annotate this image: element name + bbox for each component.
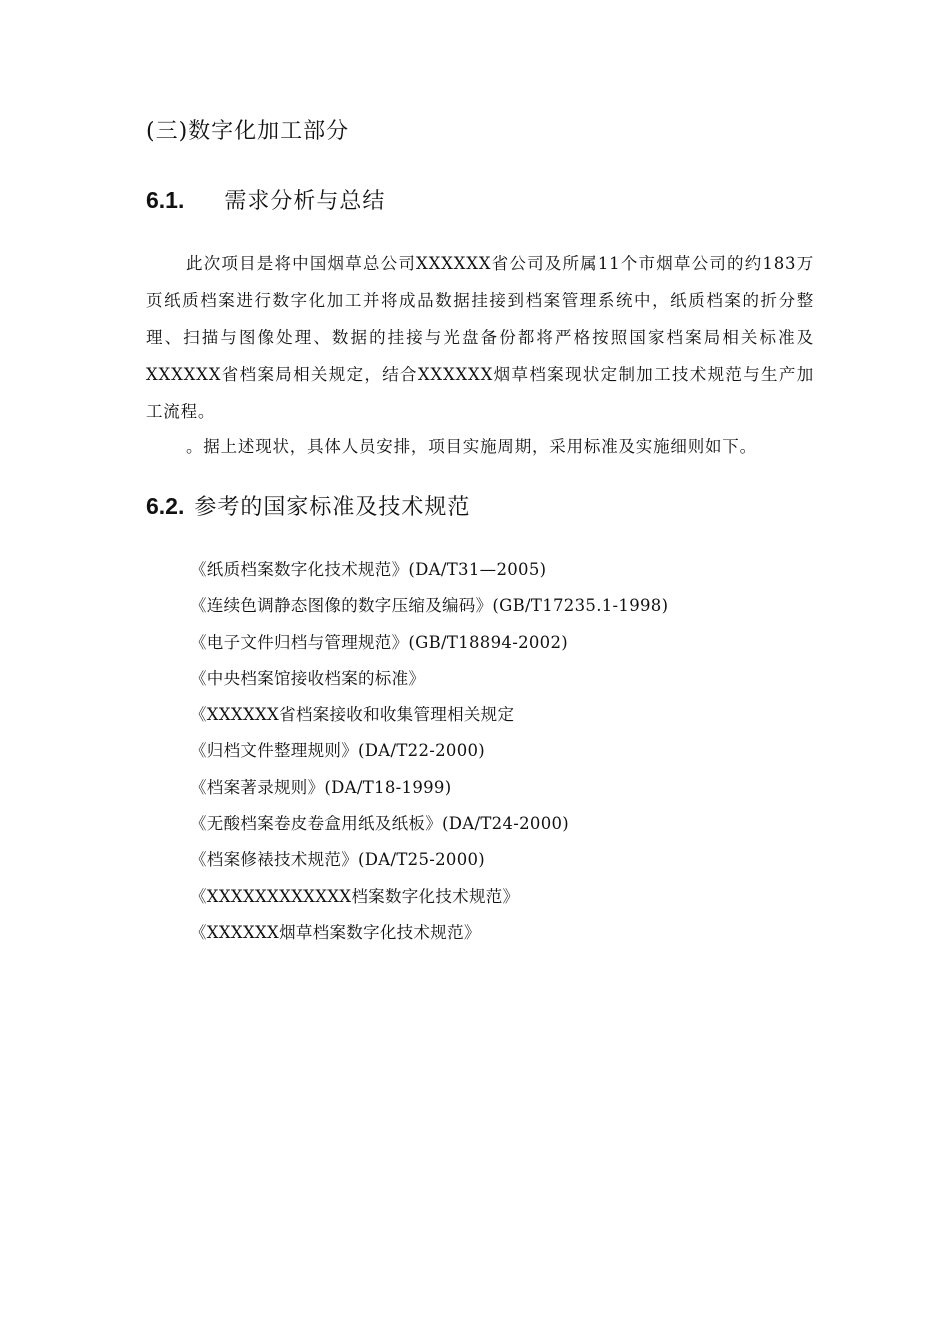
reference-item: 《XXXXXX省档案接收和收集管理相关规定 xyxy=(190,705,515,725)
reference-item: 《归档文件整理规则》(DA/T22-2000) xyxy=(190,741,486,761)
reference-item: 《无酸档案卷皮卷盒用纸及纸板》(DA/T24-2000) xyxy=(190,814,570,834)
section-heading-6-1 xyxy=(146,184,385,215)
paragraph-requirements: 此次项目是将中国烟草总公司XXXXXX省公司及所属11个市烟草公司的约183万页纸质档案进行数字化加工并将成品数据挂接到档案管理系统中，纸质档案的折分整理、扫描与图像处理、数据的挂接与光盘备份都将严格按照国家档案局相关标准及XXXXXX省档案局相关规定，结合XXXXXX烟草档案现状定制加工技术规范与生产加工流程。 xyxy=(146,254,814,421)
paragraph-summary: 。据上述现状，具体人员安排，项目实施周期，采用标准及实施细则如下。 xyxy=(186,437,757,456)
reference-item: 《连续色调静态图像的数字压缩及编码》(GB/T17235.1-1998) xyxy=(190,596,669,616)
reference-item: 《档案著录规则》(DA/T18-1999) xyxy=(190,777,452,797)
reference-item: 《档案修裱技术规范》(DA/T25-2000) xyxy=(190,850,486,870)
part-title: (三)数字化加工部分 xyxy=(146,119,350,144)
reference-item: 《XXXXXXXXXXXX档案数字化技术规范》 xyxy=(190,886,520,906)
section-title: 参考的国家标准及技术规范 xyxy=(194,495,471,520)
section-title: 需求分析与总结 xyxy=(224,189,386,214)
reference-item: 《电子文件归档与管理规范》(GB/T18894-2002) xyxy=(190,632,568,652)
reference-item: 《中央档案馆接收档案的标准》 xyxy=(190,668,426,688)
section-number: 6.1. xyxy=(146,187,185,213)
reference-list xyxy=(190,555,668,954)
reference-item: 《XXXXXX烟草档案数字化技术规范》 xyxy=(190,922,481,942)
section-heading-6-2 xyxy=(146,490,470,521)
section-number: 6.2. xyxy=(146,493,185,519)
reference-item: 《纸质档案数字化技术规范》(DA/T31—2005) xyxy=(190,560,547,579)
